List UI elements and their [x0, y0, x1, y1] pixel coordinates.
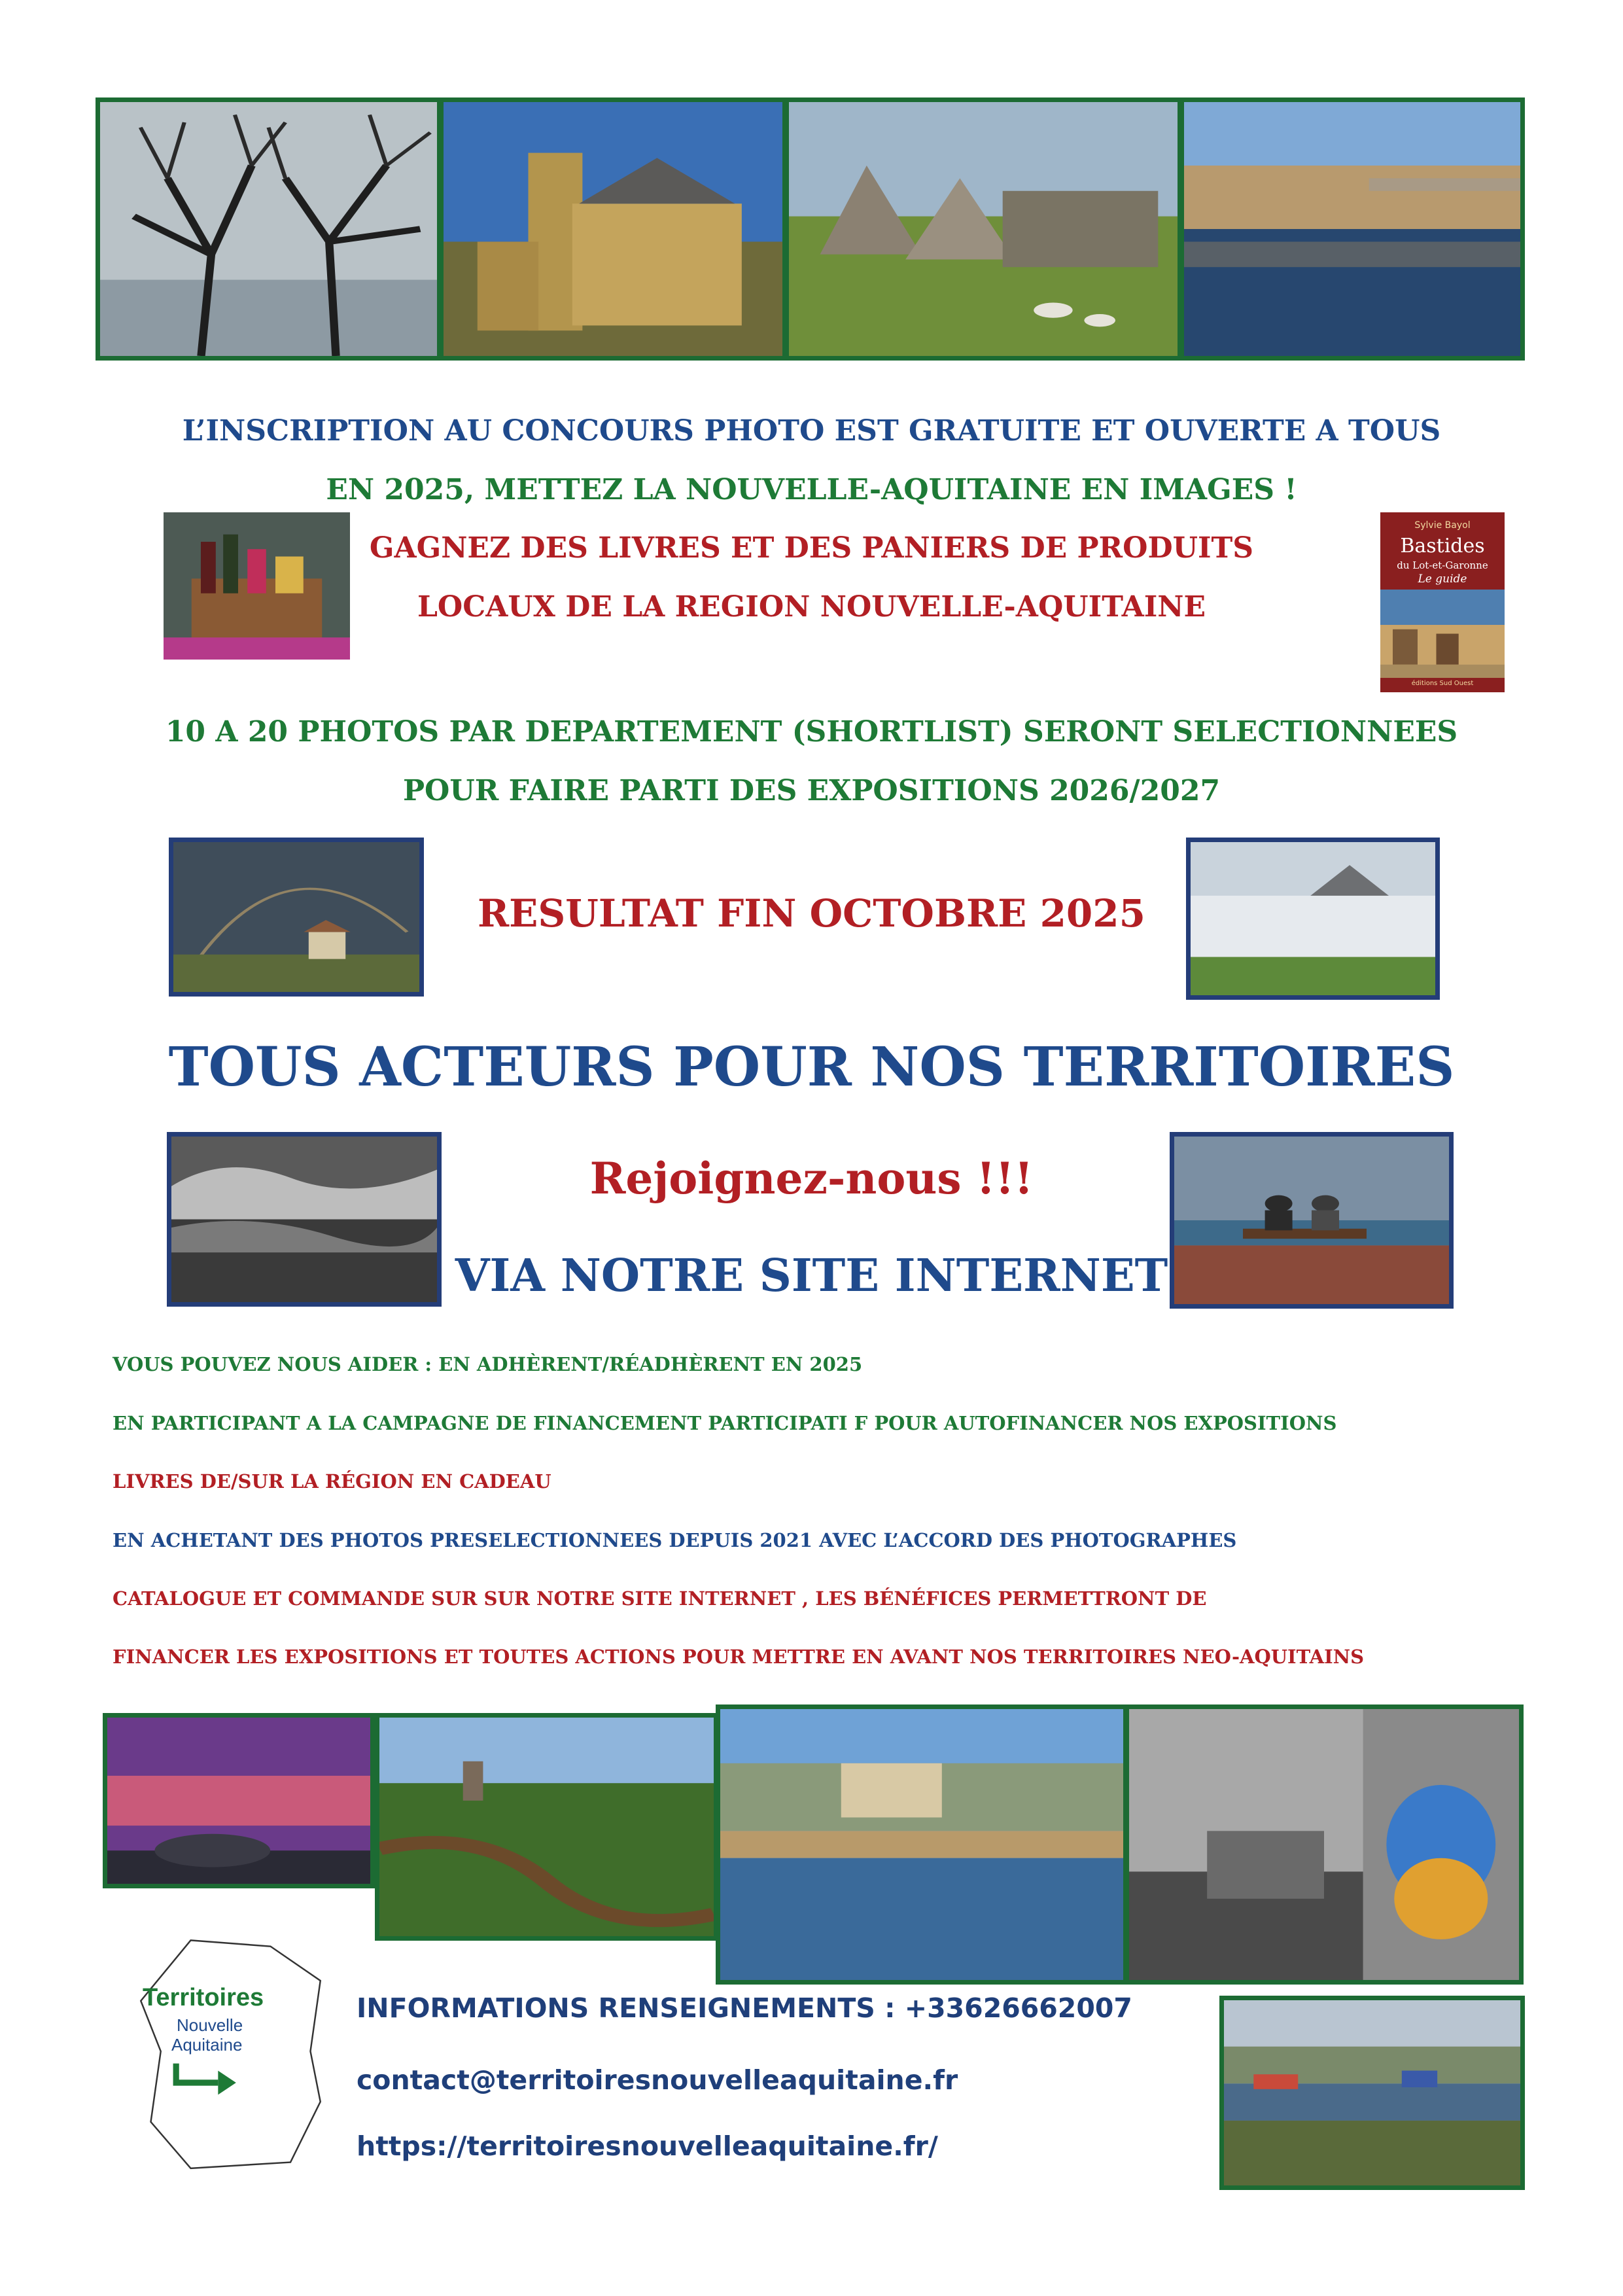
help-line-2: EN PARTICIPANT A LA CAMPAGNE DE FINANCEMENT PARTICIPATI F POUR AUTOFINANCER NOS EXPOSITIONS	[113, 1412, 1337, 1434]
contact-website-link[interactable]: https://territoiresnouvelleaquitaine.fr/	[357, 2130, 938, 2162]
logo-word-aquitaine: Aquitaine	[171, 2035, 243, 2055]
book-title: Bastides	[1400, 535, 1485, 557]
headline-line-3: GAGNEZ DES LIVRES ET DES PANIERS DE PRODUITS	[369, 531, 1254, 565]
shortlist-line-2: POUR FAIRE PARTI DES EXPOSITIONS 2026/2027	[402, 774, 1221, 807]
headline-line-1: L’INSCRIPTION AU CONCOURS PHOTO EST GRATUITE ET OUVERTE A TOUS	[182, 414, 1441, 448]
territoires-logo	[131, 1930, 330, 2172]
photo-bare-trees-harbor	[96, 97, 442, 361]
photo-bunker-bird-mural	[1125, 1704, 1524, 1985]
via-heading: VIA NOTRE SITE INTERNET	[455, 1250, 1168, 1302]
photo-stone-huts-geese	[784, 97, 1182, 361]
logo-word-territoires: Territoires	[143, 1984, 264, 2011]
book-publisher: éditions Sud Ouest	[1411, 680, 1474, 687]
headline-line-4: LOCAUX DE LA REGION NOUVELLE-AQUITAINE	[417, 590, 1206, 624]
book-guide: Le guide	[1418, 573, 1467, 586]
logo-arrow-icon	[170, 2061, 242, 2097]
book-cover-bastides	[1380, 512, 1505, 692]
help-line-6: FINANCER LES EXPOSITIONS ET TOUTES ACTIONS POUR METTRE EN AVANT NOS TERRITOIRES NEO-AQUITAINS	[113, 1646, 1365, 1668]
photo-valley-castle	[375, 1713, 718, 1941]
photo-riverside-town	[1179, 97, 1525, 361]
logo-word-nouvelle: Nouvelle	[177, 2015, 243, 2035]
contact-email-link[interactable]: contact@territoiresnouvelleaquitaine.fr	[357, 2064, 958, 2096]
help-line-3: LIVRES DE/SUR LA RÉGION EN CADEAU	[113, 1470, 551, 1492]
book-author: Sylvie Bayol	[1414, 520, 1471, 531]
help-line-4: EN ACHETANT DES PHOTOS PRESELECTIONNEES DEPUIS 2021 AVEC L’ACCORD DES PHOTOGRAPHES	[113, 1529, 1237, 1551]
headline-line-2: EN 2025, METTEZ LA NOUVELLE-AQUITAINE EN IMAGES !	[326, 473, 1297, 506]
photo-fishing-port	[1219, 1996, 1525, 2190]
shortlist-line-1: 10 A 20 PHOTOS PAR DEPARTEMENT (SHORTLIST) SERONT SELECTIONNEES	[165, 715, 1458, 749]
join-heading: Rejoignez-nous !!!	[589, 1153, 1034, 1204]
contact-phone: INFORMATIONS RENSEIGNEMENTS : +33626662007	[357, 1992, 1132, 2024]
photo-purple-sunset	[103, 1713, 375, 1888]
slogan-heading: TOUS ACTEURS POUR NOS TERRITOIRES	[168, 1036, 1455, 1099]
help-line-1: VOUS POUVEZ NOUS AIDER : EN ADHÈRENT/RÉADHÈRENT EN 2025	[113, 1353, 863, 1375]
photo-mountain-mist	[1186, 838, 1440, 1000]
photo-chateau	[439, 97, 787, 361]
book-subtitle: du Lot-et-Garonne	[1397, 559, 1488, 571]
help-line-5: CATALOGUE ET COMMANDE SUR SUR NOTRE SITE INTERNET , LES BÉNÉFICES PERMETTRONT DE	[113, 1587, 1207, 1610]
result-heading: RESULTAT FIN OCTOBRE 2025	[477, 891, 1146, 936]
photo-couple-bench	[1170, 1132, 1454, 1309]
photo-gift-basket	[164, 512, 350, 660]
photo-bridge-reflection	[716, 1704, 1128, 1985]
